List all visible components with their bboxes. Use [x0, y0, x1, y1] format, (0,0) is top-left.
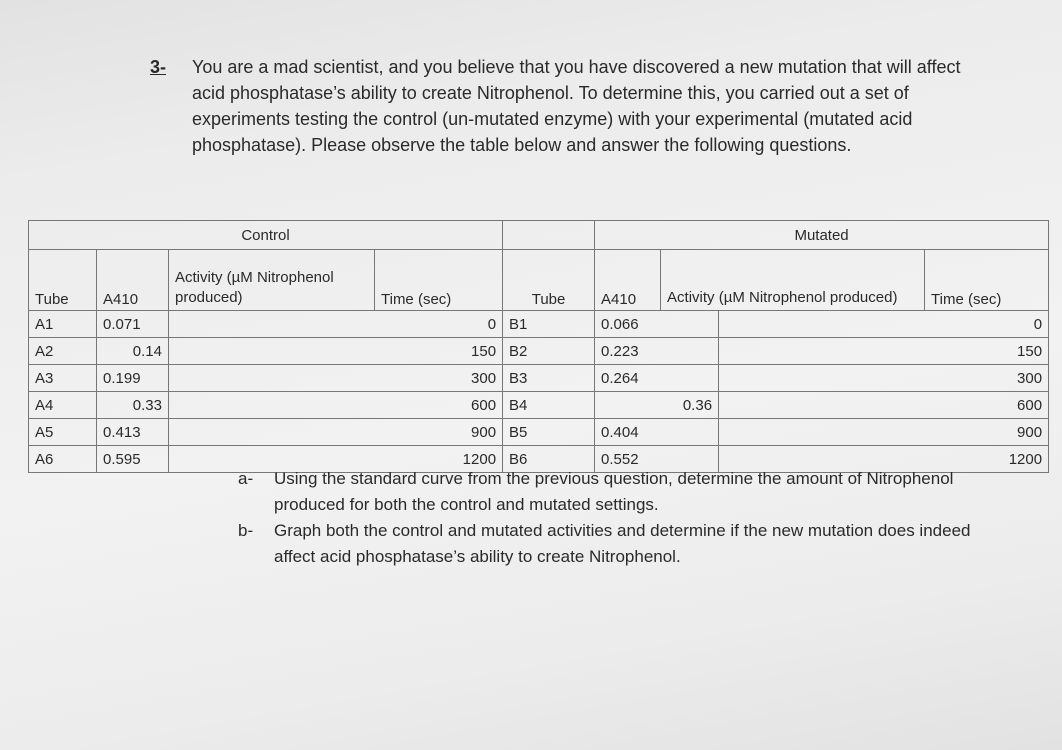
- subquestion-a: [238, 466, 998, 518]
- table-row: [29, 419, 1049, 446]
- subquestions: [238, 466, 998, 570]
- control-a410-header: A410: [97, 250, 169, 311]
- control-a410-cell: 0.071: [97, 311, 169, 338]
- mutated-tube-cell: B5: [503, 419, 595, 446]
- control-tube-header: Tube: [29, 250, 97, 311]
- control-time-cell: 300: [169, 365, 503, 392]
- control-time-cell: 600: [169, 392, 503, 419]
- table-row: [29, 365, 1049, 392]
- table-row: [29, 392, 1049, 419]
- mutated-activity-header: Activity (µM Nitrophenol produced): [661, 250, 925, 311]
- subquestion-letter: b-: [238, 521, 254, 540]
- mutated-a410-cell: 0.264: [595, 365, 719, 392]
- control-a410-cell: 0.199: [97, 365, 169, 392]
- table-row: [29, 311, 1049, 338]
- subquestion-text: Using the standard curve from the previous question, determine the amount of Nitrophenol produced for both the control and mutated settings.: [274, 469, 954, 514]
- mutated-a410-cell: 0.066: [595, 311, 719, 338]
- control-tube-cell: A5: [29, 419, 97, 446]
- subquestion-letter: a-: [238, 469, 254, 488]
- question-number: 3-: [150, 57, 167, 77]
- table-row: [29, 338, 1049, 365]
- control-a410-cell: 0.595: [97, 446, 169, 473]
- control-tube-cell: A1: [29, 311, 97, 338]
- mutated-tube-cell: B3: [503, 365, 595, 392]
- control-tube-cell: A4: [29, 392, 97, 419]
- mutated-time-cell: 150: [719, 338, 1049, 365]
- control-group-label: Control: [29, 221, 503, 250]
- question-text: You are a mad scientist, and you believe that you have discovered a new mutation that will affect acid phosphatase’s ability to create Nitrophenol. To determine this, you carried out a set of experiments testing the control (un-mutated enzyme) with your experimental (mutated acid phosphatase). Please observe the table below and answer the following questions.: [192, 57, 961, 155]
- mutated-a410-cell: 0.223: [595, 338, 719, 365]
- mutated-time-cell: 1200: [719, 446, 1049, 473]
- column-header-row: [29, 250, 1049, 311]
- group-header-row: [29, 221, 1049, 250]
- data-table: [28, 220, 1049, 473]
- control-a410-cell: 0.14: [97, 338, 169, 365]
- mutated-time-cell: 900: [719, 419, 1049, 446]
- mutated-a410-cell: 0.404: [595, 419, 719, 446]
- mutated-tube-cell: B1: [503, 311, 595, 338]
- control-time-header: Time (sec): [375, 250, 503, 311]
- control-time-cell: 900: [169, 419, 503, 446]
- control-time-cell: 1200: [169, 446, 503, 473]
- control-activity-header: Activity (µM Nitrophenol produced): [169, 250, 375, 311]
- control-time-cell: 0: [169, 311, 503, 338]
- control-a410-cell: 0.33: [97, 392, 169, 419]
- control-tube-cell: A2: [29, 338, 97, 365]
- mutated-time-cell: 0: [719, 311, 1049, 338]
- mutated-a410-cell: 0.36: [595, 392, 719, 419]
- control-time-cell: 150: [169, 338, 503, 365]
- mutated-a410-header: A410: [595, 250, 661, 311]
- subquestion-b: [238, 518, 998, 570]
- data-table-container: [28, 220, 1048, 473]
- spacer-cell: [503, 221, 595, 250]
- mutated-tube-header: Tube: [503, 250, 595, 311]
- control-tube-cell: A6: [29, 446, 97, 473]
- mutated-time-cell: 300: [719, 365, 1049, 392]
- question-block: [150, 54, 990, 158]
- mutated-tube-cell: B2: [503, 338, 595, 365]
- subquestion-text: Graph both the control and mutated activities and determine if the new mutation does indeed affect acid phosphatase’s ability to create Nitrophenol.: [274, 521, 971, 566]
- mutated-time-cell: 600: [719, 392, 1049, 419]
- control-tube-cell: A3: [29, 365, 97, 392]
- mutated-a410-cell: 0.552: [595, 446, 719, 473]
- control-a410-cell: 0.413: [97, 419, 169, 446]
- mutated-time-header: Time (sec): [925, 250, 1049, 311]
- mutated-tube-cell: B6: [503, 446, 595, 473]
- mutated-tube-cell: B4: [503, 392, 595, 419]
- mutated-group-label: Mutated: [595, 221, 1049, 250]
